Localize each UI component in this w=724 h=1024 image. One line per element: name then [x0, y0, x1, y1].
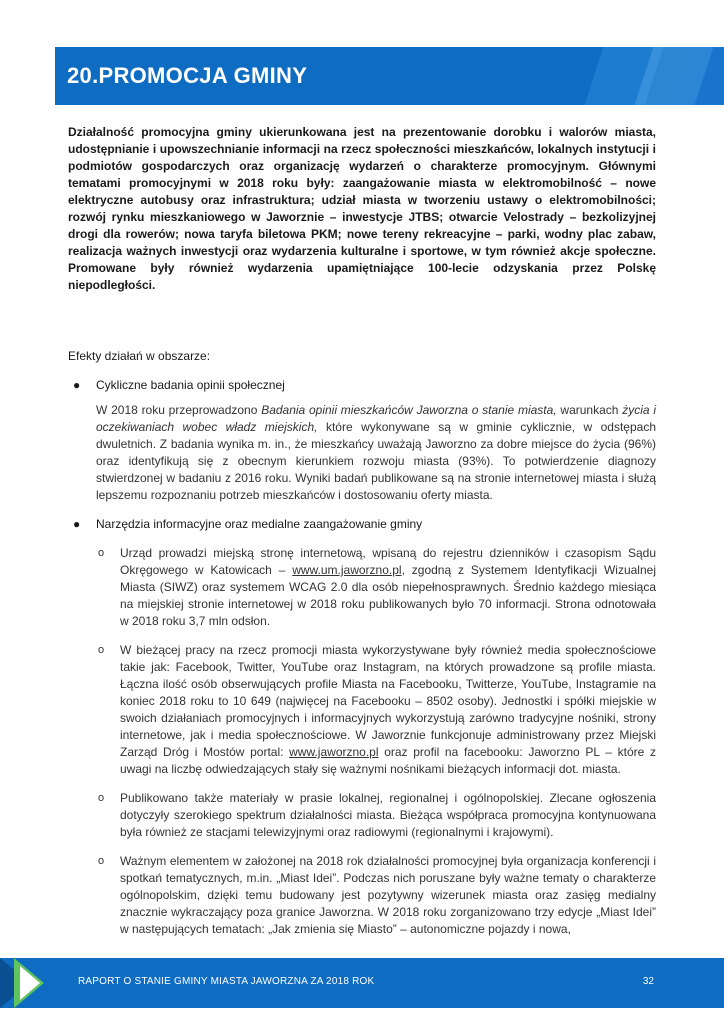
sub-item [68, 853, 656, 938]
intro-paragraph: Działalność promocyjna gminy ukierunkowana jest na prezentowanie dorobku i walorów miasta, udostępnianie i upowszechnianie informacji na rzecz społeczności mieszkańców, lokalnych instytucji i podmiotów gospodarczych oraz organizację wydarzeń o charakterze promocyjnym. Głównymi tematami promocyjnymi w 2018 roku były: zaangażowanie miasta w elektromobilność – nowe elektryczne autobusy oraz infrastruktura; udział miasta w tworzeniu ustawy o elektromobilności; rozwój rynku mieszkaniowego w Jaworznie – inwestycje JTBS; otwarcie Velostrady – bezkolizyjnej drogi dla rowerów; nowa taryfa biletowa PKM; nowe tereny rekreacyjne – parki, wodny plac zabaw, realizacja ważnych inwestycji oraz wydarzenia kulturalne i sportowe, w tym również akcje społeczne. Promowane były również wydarzenia upamiętniające 100-lecie odzyskania przez Polskę niepodległości. [68, 125, 656, 292]
circle-bullet-icon: o [98, 547, 105, 559]
text-run: , zgodną z Systemem Identyfikacji Wizualnej Miasta (SIWZ) oraz systemem WCAG 2.0 dla osób niepełnosprawnych. Średnio każdego miesiąca na miejskiej stronie internetowej w 2018 roku publikowanych było 70 informacji. Strona odnotowała w 2018 roku 3,7 mln odsłon. [120, 563, 656, 628]
document-body [68, 124, 656, 938]
text-run: oraz profil na facebooku: Jaworzno PL – które z uwagi na liczbę odwiedzających stały się ważnymi nośnikami bieżących informacji dot. miasta. [120, 745, 657, 776]
sub-item [68, 642, 656, 778]
bullet-item [68, 377, 656, 394]
footer-title: RAPORT O STANIE GMINY MIASTA JAWORZNA ZA 2018 ROK [78, 976, 375, 987]
survey-paragraph [96, 402, 656, 504]
portal-link[interactable]: www.jaworzno.pl [289, 745, 379, 759]
circle-bullet-icon: o [98, 792, 105, 804]
sub-item [68, 545, 656, 630]
text-run: które wykonywane są w gminie cyklicznie, w odstępach dwuletnich. Z badania wynika m. in., że mieszkańcy uważają Jaworzno za dobre miejsce do życia (96%) oraz identyfikują się z obecnym kierunkiem rozwoju miasta (93%). To potwierdzenie diagnozy stwierdzonej w badaniu z 2016 roku. Wyniki badań publikowane są na stronie internetowej miasta i służą lepszemu rozpoznaniu potrzeb mieszkańców i dostosowaniu oferty miasta. [96, 420, 656, 502]
bullet-icon: ● [73, 517, 81, 531]
bullet-item [68, 516, 656, 533]
sub-item [68, 790, 656, 841]
text-run: Ważnym elementem w założonej na 2018 rok działalności promocyjnej była organizacja konferencji i spotkań tematycznych, m.in. „Miast Idei”. Podczas nich poruszane były ważne tematy o charakterze ogólnopolskim, dzięki temu budowany jest pozytywny wizerunek miasta oraz zasięg medialny znacznie wykraczający poza granice Jaworzna. W 2018 roku zorganizowano trzy edycje „Miast Idei” w następujących tematach: „Jak zmienia się Miasto” – autonomiczne pojazdy i nowa, [120, 854, 656, 936]
text-run: Urząd prowadzi miejską stronę internetową, wpisaną do rejestru dzienników i czasopism Sądu Okręgowego w Katowicach – [120, 546, 656, 577]
text-run: W bieżącej pracy na rzecz promocji miasta wykorzystywane były również media społecznościowe takie jak: Facebook, Twitter, YouTube oraz Instagram, na których prowadzone są profile miasta. Łączna ilość osób obserwujących profile Miasta na Facebooku, Twitterze, YouTube, Instagramie na koniec 2018 roku to 10 649 (najwięcej na Facebooku – 8502 osoby). Jednostki i spółki miejskie w swoich działaniach promocyjnych i informacyjnych wykorzystują zarówno tradycyjne nośniki, strony internetowe, jak i media społecznościowe. W Jaworznie funkcjonuje administrowany przez Miejski Zarząd Dróg i Mostów portal: [120, 643, 656, 759]
page-footer [0, 958, 724, 1008]
effects-label: Efekty działań w obszarze: [68, 349, 211, 363]
bullet-heading: Cykliczne badania opinii społecznej [96, 378, 285, 392]
website-link[interactable]: www.um.jaworzno.pl [292, 563, 402, 577]
bullet-heading: Narzędzia informacyjne oraz medialne zaangażowanie gminy [96, 517, 423, 531]
circle-bullet-icon: o [98, 644, 105, 656]
italic-text: życia i oczekiwaniach wobec władz miejskich, [96, 403, 656, 434]
section-header [55, 47, 724, 105]
text-run: Publikowano także materiały w prasie lokalnej, regionalnej i ogólnopolskiej. Zlecane ogłoszenia dotyczyły szerokiego spektrum działalności miasta. Bieżąca współpraca promocyjna kontynuowana była również ze stacjami telewizyjnymi oraz radiowymi (regionalnymi i krajowymi). [120, 791, 656, 839]
circle-bullet-icon: o [98, 855, 105, 867]
page-number: 32 [642, 976, 654, 987]
italic-text: Badania opinii mieszkańców Jaworzna o stanie miasta, [261, 403, 557, 417]
text-run: warunkach [556, 403, 623, 417]
footer-arrow-icon [20, 966, 40, 1000]
page-title: 20.PROMOCJA GMINY [67, 63, 308, 88]
text-run: W 2018 roku przeprowadzono [96, 403, 262, 417]
bullet-icon: ● [73, 378, 81, 392]
